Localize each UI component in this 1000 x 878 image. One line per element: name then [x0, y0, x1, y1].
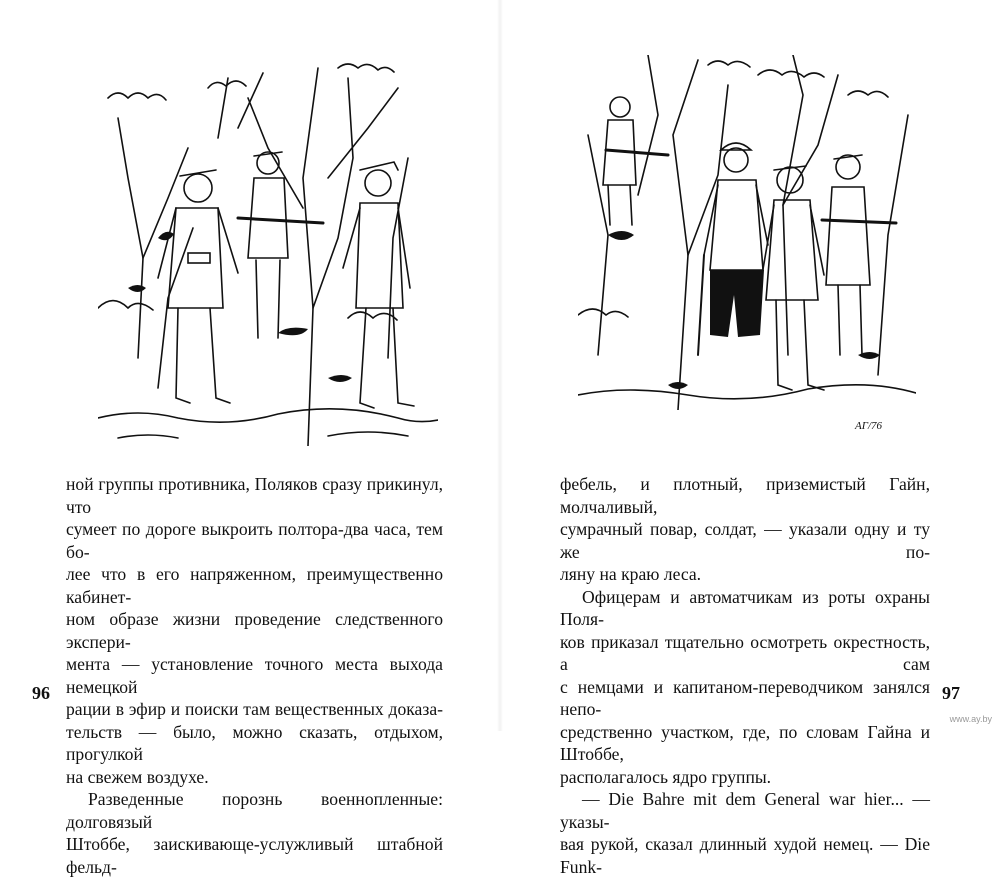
- right-page-text: [560, 473, 930, 878]
- text-line: ков приказал тщательно осмотреть окрестность, а сам: [560, 631, 930, 674]
- text-line: тельств — было, можно сказать, отдыхом, прогулкой: [66, 721, 443, 764]
- illustrator-signature: АГ/76: [855, 420, 883, 432]
- text-line: на свежем воздухе.: [66, 766, 209, 787]
- text-line: Офицерам и автоматчикам из роты охраны Поля-: [560, 586, 930, 629]
- officers-and-soldiers-forest-illustration: [578, 55, 916, 410]
- page-number-left: 96: [32, 683, 50, 703]
- text-line: с немцами и капитаном-переводчиком занялся непо-: [560, 676, 930, 719]
- right-page: [500, 0, 1000, 877]
- text-line: — Die Bahre mit dem General war hier... — указы-: [560, 789, 930, 832]
- text-line: сумеет по дороге выкроить полтора-два часа, тем бо-: [66, 519, 443, 562]
- left-page-text: [66, 473, 443, 878]
- left-page: [0, 0, 500, 877]
- text-line: фебель, и плотный, приземистый Гайн, молчаливый,: [560, 474, 930, 517]
- text-line: Разведенные порознь военнопленные: долговязый: [66, 789, 443, 832]
- text-line: лее что в его напряженном, преимущественно кабинет-: [66, 564, 443, 607]
- page-number-right: 97: [942, 683, 960, 703]
- text-line: мента — установление точного места выхода немецкой: [66, 654, 443, 697]
- text-line: располагалось ядро группы.: [560, 766, 772, 787]
- text-line: вая рукой, сказал длинный худой немец. — Die Funk-: [560, 834, 930, 877]
- watermark: www.ay.by: [949, 714, 992, 724]
- text-line: сумрачный повар, солдат, — указали одну и ту же по-: [560, 519, 930, 562]
- text-line: ляну на краю леса.: [560, 564, 702, 584]
- text-line: средственно участком, где, по словам Гайна и Штоббе,: [560, 721, 930, 764]
- text-line: рации в эфир и поиски там вещественных доказа-: [66, 699, 443, 719]
- three-soldiers-forest-illustration: [98, 58, 438, 446]
- text-line: ной группы противника, Поляков сразу прикинул, что: [66, 474, 443, 517]
- text-line: ном образе жизни проведение следственного экспери-: [66, 609, 443, 652]
- text-line: Штоббе, заискивающе-услужливый штабной фельд-: [66, 834, 443, 877]
